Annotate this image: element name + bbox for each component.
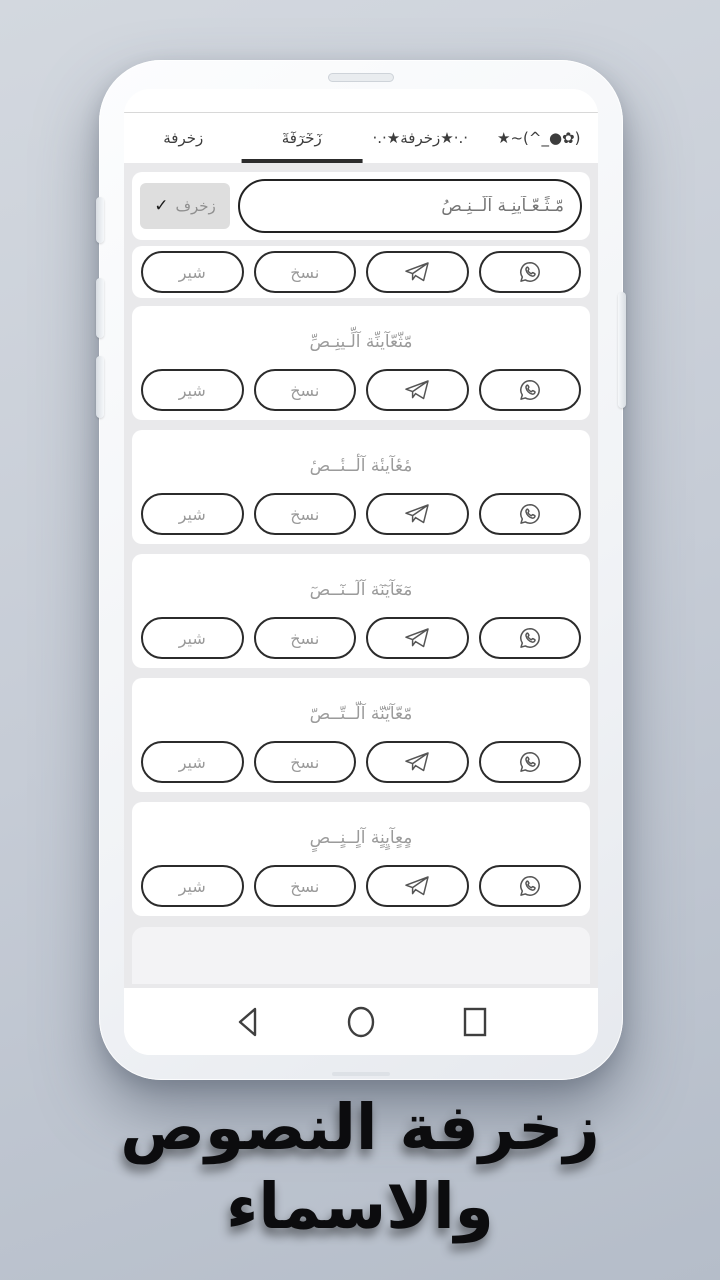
copy-button[interactable]: نسخ — [254, 493, 357, 535]
whatsapp-icon — [518, 626, 542, 650]
copy-button[interactable]: نسخ — [254, 617, 357, 659]
tab-kaomoji[interactable]: ★~(^_●✿) — [497, 129, 581, 147]
tab-zakhrafa-decorated-active[interactable]: زٓخٓرٓفٓةٓ — [243, 113, 362, 163]
caption-line-2: والاسماء — [226, 1170, 494, 1244]
composer-card — [132, 172, 590, 240]
telegram-icon — [404, 261, 430, 283]
whatsapp-button[interactable] — [479, 865, 582, 907]
whatsapp-icon — [518, 874, 542, 898]
whatsapp-button[interactable] — [479, 617, 582, 659]
share-button[interactable]: شير — [141, 741, 244, 783]
decorated-text: مّثّعّآينِّة آلِّـينِـصِّ — [309, 331, 413, 352]
composer-actions-card — [132, 246, 590, 298]
copy-button[interactable]: نسخ — [254, 741, 357, 783]
telegram-button[interactable] — [366, 865, 469, 907]
home-button[interactable] — [346, 1006, 376, 1038]
decorated-text: مّعّآيّنّة آلّــتّــصّ — [309, 703, 413, 724]
whatsapp-button[interactable] — [479, 493, 582, 535]
phone-side-button — [96, 197, 104, 243]
copy-button[interactable]: نسخ — [254, 369, 357, 411]
telegram-button[interactable] — [366, 251, 469, 293]
actions-row — [132, 369, 590, 420]
telegram-icon — [404, 627, 430, 649]
android-nav-bar — [124, 988, 598, 1055]
telegram-button[interactable] — [366, 617, 469, 659]
whatsapp-button[interactable] — [479, 251, 582, 293]
share-button[interactable]: شير — [141, 865, 244, 907]
tab-bar — [124, 113, 598, 163]
decorate-button[interactable] — [140, 183, 230, 229]
telegram-icon — [404, 379, 430, 401]
app-screen — [124, 89, 598, 1055]
share-button[interactable]: شير — [141, 369, 244, 411]
telegram-icon — [404, 503, 430, 525]
actions-row — [132, 741, 590, 792]
decorations-list — [124, 163, 598, 988]
phone-bottom-slot — [332, 1072, 390, 1076]
telegram-button[interactable] — [366, 741, 469, 783]
actions-row — [132, 865, 590, 916]
check-icon: ✓ — [154, 196, 169, 216]
app-caption — [0, 1088, 720, 1247]
decorated-text: مٍعٍآيٍنٍة آلٍــنٍــصٍ — [309, 827, 413, 848]
whatsapp-icon — [518, 378, 542, 402]
copy-button[interactable]: نسخ — [254, 865, 357, 907]
whatsapp-icon — [518, 750, 542, 774]
actions-row — [140, 251, 582, 293]
decoration-result-card — [132, 306, 590, 420]
phone-power-button — [618, 292, 626, 408]
next-card-partial — [132, 927, 590, 984]
actions-row — [132, 617, 590, 668]
telegram-icon — [404, 751, 430, 773]
decoration-result-card — [132, 678, 590, 792]
phone-speaker — [328, 73, 394, 82]
back-button[interactable] — [232, 1006, 262, 1038]
text-input[interactable] — [238, 179, 582, 233]
actions-row — [132, 493, 590, 544]
status-bar — [124, 89, 598, 113]
telegram-button[interactable] — [366, 493, 469, 535]
decorated-text: مٔعٔآينٔة آلٔــنٔــصٔ — [309, 455, 413, 476]
whatsapp-icon — [518, 260, 542, 284]
decorated-text: مٓعٓآيٓنٓة آلٓــنٓــصٓ — [309, 579, 413, 600]
phone-volume-down-button — [96, 356, 104, 418]
tab-zakhrafa-stars[interactable]: ·.·★زخرفة★·.· — [372, 129, 469, 147]
whatsapp-button[interactable] — [479, 741, 582, 783]
recents-button[interactable] — [460, 1006, 490, 1038]
copy-button[interactable]: نسخ — [254, 251, 357, 293]
share-button[interactable]: شير — [141, 617, 244, 659]
phone-mockup — [99, 60, 623, 1080]
decorate-button-label: زخرف — [175, 197, 216, 215]
share-button[interactable]: شير — [141, 251, 244, 293]
decoration-result-card — [132, 430, 590, 544]
telegram-button[interactable] — [366, 369, 469, 411]
decoration-result-card — [132, 802, 590, 916]
telegram-icon — [404, 875, 430, 897]
home-icon — [346, 1005, 376, 1039]
whatsapp-icon — [518, 502, 542, 526]
caption-line-1: زخرفة النصوص — [120, 1091, 600, 1164]
back-icon — [235, 1006, 259, 1038]
tab-zakhrafa-plain[interactable]: زخرفة — [163, 129, 204, 147]
share-button[interactable]: شير — [141, 493, 244, 535]
recents-icon — [462, 1006, 488, 1038]
decoration-result-card — [132, 554, 590, 668]
whatsapp-button[interactable] — [479, 369, 582, 411]
phone-volume-up-button — [96, 278, 104, 338]
